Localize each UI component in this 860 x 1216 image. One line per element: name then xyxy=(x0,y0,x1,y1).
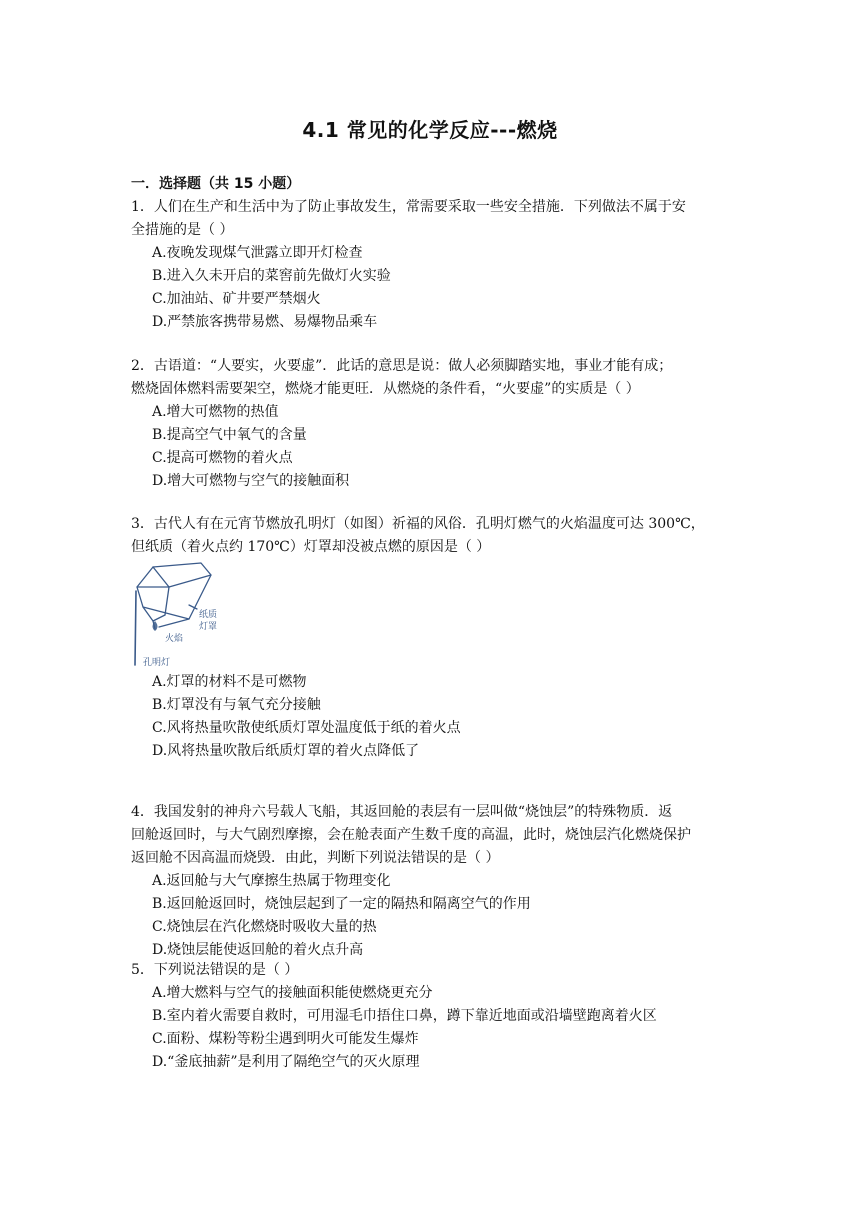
question-stem-line: 返回舱不因高温而烧毁．由此，判断下列说法错误的是（ ） xyxy=(131,850,500,866)
figure-label-flame: 火焰 xyxy=(165,634,184,644)
question-3 xyxy=(131,513,737,763)
question-stem-line: 2．古语道：“人要实，火要虚”．此话的意思是说：做人必须脚踏实地，事业才能有成； xyxy=(131,358,673,374)
figure-label-shade: 灯罩 xyxy=(199,622,218,632)
figure-label-lantern: 孔明灯 xyxy=(143,658,171,668)
option-b: B.提高空气中氧气的含量 xyxy=(152,427,307,443)
question-stem-line: 但纸质（着火点约 170℃）灯罩却没被点燃的原因是（ ） xyxy=(131,539,491,555)
option-b: B.返回舱返回时，烧蚀层起到了一定的隔热和隔离空气的作用 xyxy=(152,896,531,912)
lantern-post xyxy=(135,591,136,665)
figure-label-paper: 纸质 xyxy=(199,610,218,620)
option-d: D.“釜底抽薪”是利用了隔绝空气的灭火原理 xyxy=(152,1054,420,1070)
question-4 xyxy=(131,801,737,962)
lantern-shade-edge xyxy=(165,587,169,615)
question-stem-line: 全措施的是（ ） xyxy=(131,222,234,238)
kongming-lantern-figure xyxy=(131,561,231,671)
page-title: 4.1 常见的化学反应---燃烧 xyxy=(302,118,558,142)
option-c: C.加油站、矿井要严禁烟火 xyxy=(152,291,321,307)
lantern-string xyxy=(159,619,189,627)
question-1 xyxy=(131,196,737,334)
option-c: C.烧蚀层在汽化燃烧时吸收大量的热 xyxy=(152,919,377,935)
question-stem-line: 4．我国发射的神舟六号载人飞船，其返回舱的表层有一层叫做“烧蚀层”的特殊物质．返 xyxy=(131,804,673,820)
option-d: D.严禁旅客携带易燃、易爆物品乘车 xyxy=(152,314,378,330)
option-b: B.室内着火需要自救时，可用湿毛巾捂住口鼻，蹲下靠近地面或沿墙壁跑离着火区 xyxy=(152,1008,657,1024)
option-c: C.风将热量吹散使纸质灯罩处温度低于纸的着火点 xyxy=(152,720,461,736)
option-a: A.返回舱与大气摩擦生热属于物理变化 xyxy=(152,873,391,889)
option-c: C.面粉、煤粉等粉尘遇到明火可能发生爆炸 xyxy=(152,1031,419,1047)
option-a: A.增大燃料与空气的接触面积能使燃烧更充分 xyxy=(152,985,433,1001)
option-a: A.灯罩的材料不是可燃物 xyxy=(152,674,307,690)
option-a: A.增大可燃物的热值 xyxy=(152,404,279,420)
option-d: D.增大可燃物与空气的接触面积 xyxy=(152,473,350,489)
option-a: A.夜晚发现煤气泄露立即开灯检查 xyxy=(152,245,363,261)
option-b: B.灯罩没有与氧气充分接触 xyxy=(152,697,321,713)
question-stem-line: 回舱返回时，与大气剧烈摩擦，会在舱表面产生数千度的高温，此时，烧蚀层汽化燃烧保护 xyxy=(131,827,691,843)
question-stem-line: 5．下列说法错误的是（ ） xyxy=(131,962,299,978)
question-stem-line: 燃烧固体燃料需要架空，燃烧才能更旺．从燃烧的条件看，“火要虚”的实质是（ ） xyxy=(131,381,640,397)
option-d: D.风将热量吹散后纸质灯罩的着火点降低了 xyxy=(152,743,420,759)
question-2 xyxy=(131,355,737,493)
option-b: B.进入久未开启的菜窖前先做灯火实验 xyxy=(152,268,391,284)
lantern-shade-edge xyxy=(153,567,211,587)
question-stem-line: 3．古代人有在元宵节燃放孔明灯（如图）祈福的风俗．孔明灯燃气的火焰温度可达 300℃， xyxy=(131,516,705,532)
option-d: D.烧蚀层能使返回舱的着火点升高 xyxy=(152,942,364,958)
question-5 xyxy=(131,959,737,1074)
section-heading: 一．选择题（共 15 小题） xyxy=(131,176,301,192)
lantern-string xyxy=(143,607,165,621)
question-stem-line: 1．人们在生产和生活中为了防止事故发生，常需要采取一些安全措施．下列做法不属于安 xyxy=(131,199,686,215)
option-c: C.提高可燃物的着火点 xyxy=(152,450,293,466)
